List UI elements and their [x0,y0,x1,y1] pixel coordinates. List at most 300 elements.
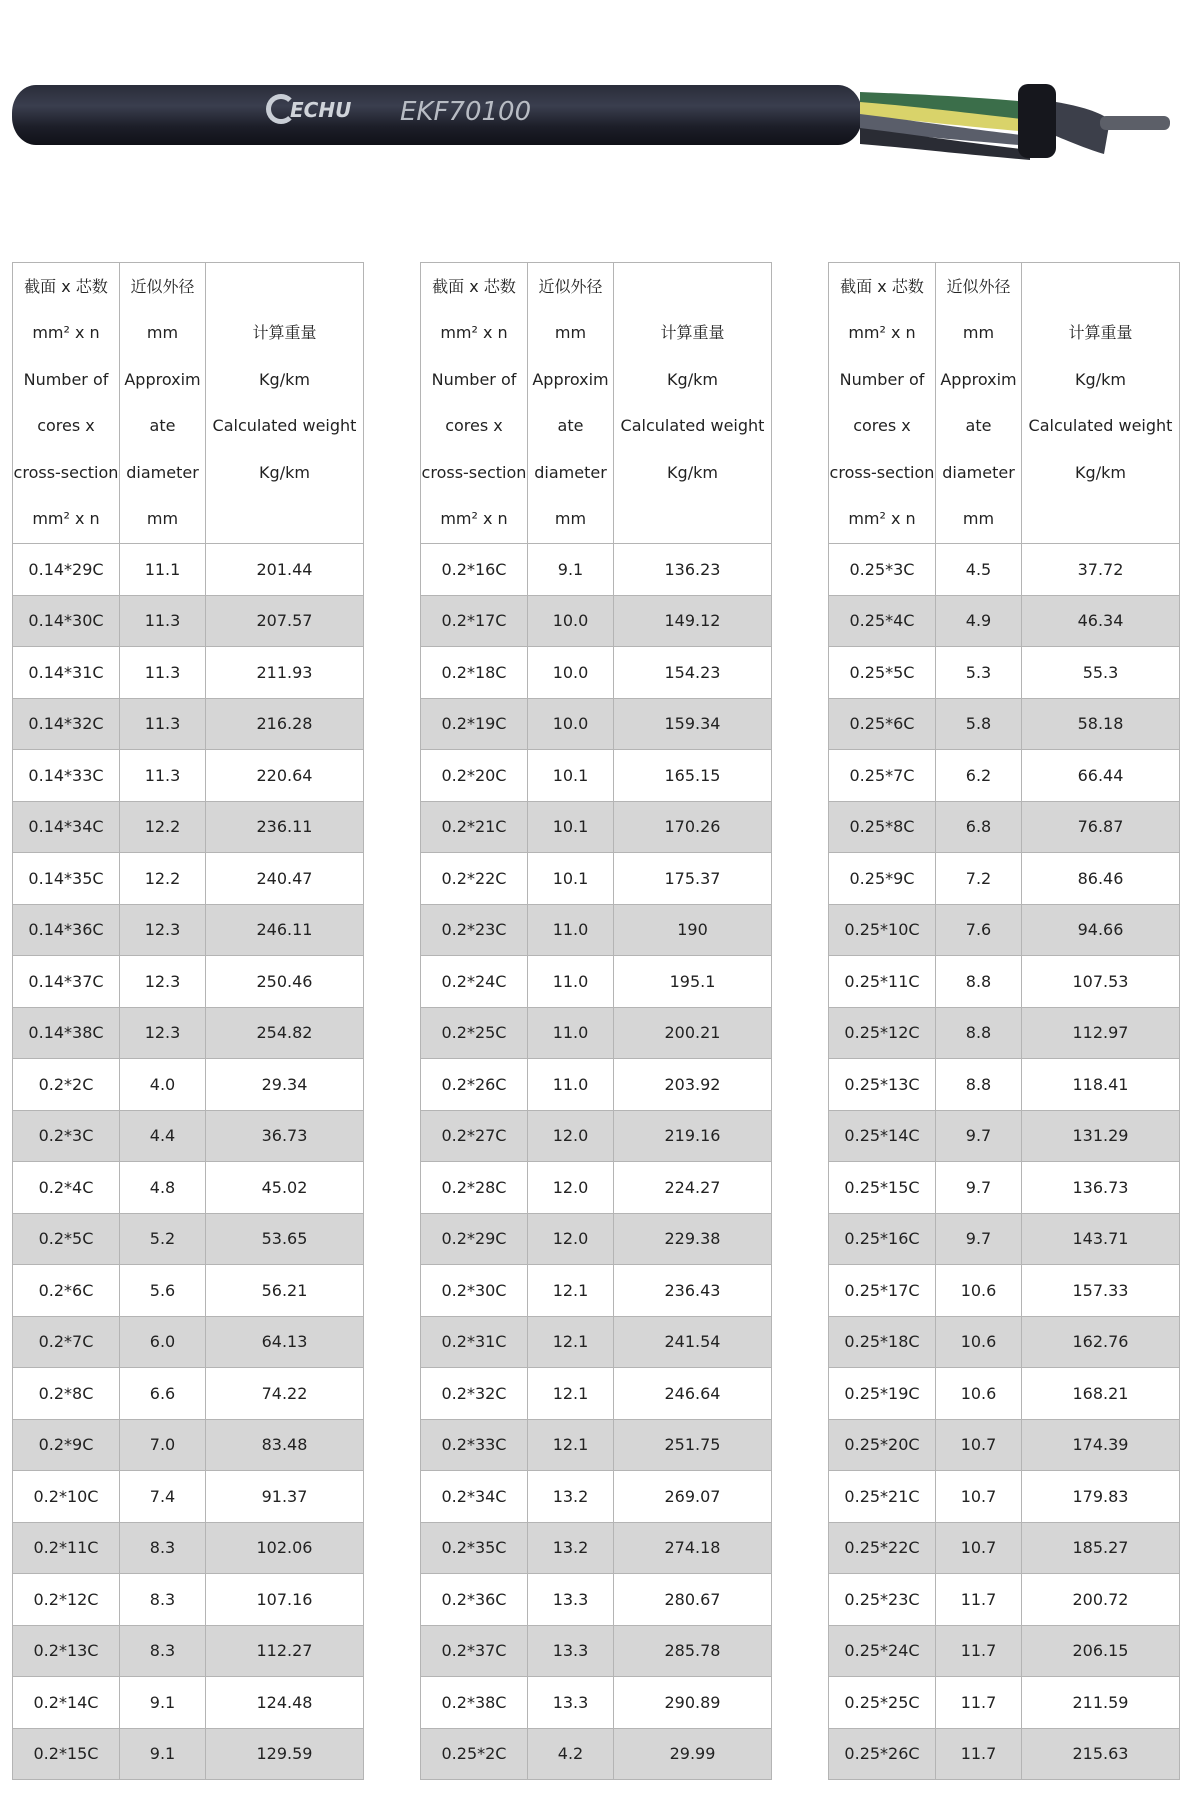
table-row [829,1213,1180,1265]
cell-cross-section: 0.2*18C [421,647,528,699]
table-row [13,801,364,853]
cell-cross-section: 0.2*9C [13,1419,120,1471]
cell-diameter: 6.2 [936,750,1022,802]
cell-weight: 170.26 [614,801,772,853]
cell-weight: 94.66 [1022,904,1180,956]
table-row [13,544,364,596]
cell-diameter: 10.0 [528,698,614,750]
table-header-row [13,263,364,544]
cell-diameter: 13.3 [528,1574,614,1626]
cell-weight: 224.27 [614,1162,772,1214]
cell-cross-section: 0.25*23C [829,1574,936,1626]
cell-diameter: 4.2 [528,1728,614,1780]
cell-diameter: 11.0 [528,956,614,1008]
table-row [421,1471,772,1523]
cell-cross-section: 0.2*10C [13,1471,120,1523]
cell-cross-section: 0.2*30C [421,1265,528,1317]
cell-diameter: 12.0 [528,1162,614,1214]
cell-diameter: 9.1 [528,544,614,596]
table-header-row [421,263,772,544]
cell-cross-section: 0.25*12C [829,1007,936,1059]
table-row [829,647,1180,699]
table-row [13,904,364,956]
header-cross-section: 截面 x 芯数 mm² x n Number of cores x cross-section mm² x n [829,263,936,544]
cell-cross-section: 0.2*13C [13,1625,120,1677]
cell-diameter: 12.1 [528,1316,614,1368]
cell-diameter: 4.8 [120,1162,206,1214]
cell-diameter: 12.3 [120,956,206,1008]
table-row [13,853,364,905]
cell-weight: 162.76 [1022,1316,1180,1368]
cell-weight: 174.39 [1022,1419,1180,1471]
table-row [13,1007,364,1059]
cell-diameter: 9.1 [120,1728,206,1780]
table-row [829,1574,1180,1626]
cell-weight: 269.07 [614,1471,772,1523]
table-row [13,647,364,699]
cell-diameter: 11.1 [120,544,206,596]
header-diameter: 近似外径 mm Approxim ate diameter mm [120,263,206,544]
cell-weight: 229.38 [614,1213,772,1265]
cell-cross-section: 0.2*5C [13,1213,120,1265]
table-row [829,1110,1180,1162]
cell-weight: 112.97 [1022,1007,1180,1059]
cell-diameter: 8.8 [936,956,1022,1008]
table-row [829,1625,1180,1677]
cell-cross-section: 0.25*22C [829,1522,936,1574]
cell-diameter: 8.8 [936,1007,1022,1059]
cell-weight: 175.37 [614,853,772,905]
cell-cross-section: 0.14*30C [13,595,120,647]
table-row [829,904,1180,956]
cell-weight: 86.46 [1022,853,1180,905]
cell-cross-section: 0.2*2C [13,1059,120,1111]
cell-cross-section: 0.2*37C [421,1625,528,1677]
cell-cross-section: 0.25*25C [829,1677,936,1729]
cell-diameter: 11.0 [528,904,614,956]
cell-cross-section: 0.14*37C [13,956,120,1008]
cell-weight: 200.21 [614,1007,772,1059]
table-row [421,1110,772,1162]
table-row [13,956,364,1008]
cell-weight: 64.13 [206,1316,364,1368]
cell-diameter: 5.2 [120,1213,206,1265]
cell-diameter: 12.2 [120,801,206,853]
header-cross-section: 截面 x 芯数 mm² x n Number of cores x cross-section mm² x n [13,263,120,544]
cell-diameter: 11.0 [528,1059,614,1111]
cell-diameter: 8.3 [120,1574,206,1626]
cell-weight: 240.47 [206,853,364,905]
cell-cross-section: 0.25*5C [829,647,936,699]
cell-cross-section: 0.2*6C [13,1265,120,1317]
cell-cross-section: 0.2*27C [421,1110,528,1162]
cell-diameter: 13.2 [528,1522,614,1574]
cell-weight: 136.73 [1022,1162,1180,1214]
cell-cross-section: 0.2*4C [13,1162,120,1214]
cell-diameter: 11.3 [120,698,206,750]
table-row [421,1316,772,1368]
cell-cross-section: 0.2*17C [421,595,528,647]
table-row [421,853,772,905]
table-row [13,698,364,750]
cell-weight: 179.83 [1022,1471,1180,1523]
header-diameter: 近似外径 mm Approxim ate diameter mm [528,263,614,544]
cell-diameter: 11.7 [936,1677,1022,1729]
table-row [421,1574,772,1626]
cell-weight: 220.64 [206,750,364,802]
cell-weight: 246.11 [206,904,364,956]
cell-cross-section: 0.25*15C [829,1162,936,1214]
cell-cross-section: 0.14*34C [13,801,120,853]
cell-cross-section: 0.2*36C [421,1574,528,1626]
table-row [13,750,364,802]
table-row [13,1677,364,1729]
spec-table-2 [420,262,772,1780]
cell-cross-section: 0.25*13C [829,1059,936,1111]
cell-diameter: 9.7 [936,1213,1022,1265]
cell-cross-section: 0.2*11C [13,1522,120,1574]
table-row [421,1213,772,1265]
cell-diameter: 10.7 [936,1522,1022,1574]
cell-cross-section: 0.2*33C [421,1419,528,1471]
table-row [13,1162,364,1214]
cell-diameter: 10.0 [528,647,614,699]
cell-cross-section: 0.2*24C [421,956,528,1008]
table-row [829,1728,1180,1780]
cell-cross-section: 0.25*6C [829,698,936,750]
cell-cross-section: 0.14*35C [13,853,120,905]
cell-diameter: 4.5 [936,544,1022,596]
cell-cross-section: 0.2*23C [421,904,528,956]
cell-weight: 107.53 [1022,956,1180,1008]
cell-cross-section: 0.2*15C [13,1728,120,1780]
cell-weight: 91.37 [206,1471,364,1523]
cell-weight: 45.02 [206,1162,364,1214]
cell-weight: 29.34 [206,1059,364,1111]
cell-cross-section: 0.25*24C [829,1625,936,1677]
cell-weight: 246.64 [614,1368,772,1420]
cell-cross-section: 0.2*7C [13,1316,120,1368]
cell-diameter: 11.3 [120,647,206,699]
cell-weight: 236.43 [614,1265,772,1317]
cell-weight: 58.18 [1022,698,1180,750]
cell-diameter: 12.1 [528,1419,614,1471]
cell-diameter: 11.3 [120,595,206,647]
cell-weight: 29.99 [614,1728,772,1780]
cell-weight: 251.75 [614,1419,772,1471]
table-row [421,1419,772,1471]
table-row [13,1110,364,1162]
cell-weight: 131.29 [1022,1110,1180,1162]
cell-weight: 207.57 [206,595,364,647]
cell-cross-section: 0.25*14C [829,1110,936,1162]
table-row [13,1368,364,1420]
table-row [13,1574,364,1626]
cell-weight: 215.63 [1022,1728,1180,1780]
table-row [829,750,1180,802]
cable-product-image [0,50,1201,190]
cell-diameter: 12.1 [528,1265,614,1317]
cell-diameter: 10.1 [528,853,614,905]
table-row [829,595,1180,647]
cell-weight: 203.92 [614,1059,772,1111]
table-row [421,647,772,699]
header-weight: 计算重量 Kg/km Calculated weight Kg/km [1022,263,1180,544]
cell-diameter: 7.6 [936,904,1022,956]
cell-cross-section: 0.2*20C [421,750,528,802]
cell-weight: 165.15 [614,750,772,802]
cell-weight: 211.93 [206,647,364,699]
cell-weight: 53.65 [206,1213,364,1265]
cell-cross-section: 0.25*26C [829,1728,936,1780]
table-row [13,1059,364,1111]
table-row [13,1625,364,1677]
cell-cross-section: 0.2*31C [421,1316,528,1368]
cell-diameter: 7.0 [120,1419,206,1471]
cell-cross-section: 0.25*21C [829,1471,936,1523]
cell-diameter: 10.7 [936,1419,1022,1471]
cell-cross-section: 0.25*8C [829,801,936,853]
cell-weight: 55.3 [1022,647,1180,699]
spec-table-3 [828,262,1180,1780]
cell-weight: 136.23 [614,544,772,596]
cell-cross-section: 0.2*35C [421,1522,528,1574]
spec-table-1 [12,262,364,1780]
table-row [829,801,1180,853]
cell-cross-section: 0.2*12C [13,1574,120,1626]
table-row [421,801,772,853]
cell-diameter: 4.4 [120,1110,206,1162]
cell-weight: 112.27 [206,1625,364,1677]
cell-weight: 66.44 [1022,750,1180,802]
cell-cross-section: 0.25*10C [829,904,936,956]
cable-model-label: EKF70100 [400,97,532,127]
table-row [421,1265,772,1317]
header-diameter: 近似外径 mm Approxim ate diameter mm [936,263,1022,544]
cell-diameter: 10.6 [936,1265,1022,1317]
cell-weight: 236.11 [206,801,364,853]
cell-weight: 102.06 [206,1522,364,1574]
cell-diameter: 11.7 [936,1728,1022,1780]
cell-weight: 168.21 [1022,1368,1180,1420]
cell-weight: 37.72 [1022,544,1180,596]
cell-weight: 124.48 [206,1677,364,1729]
cell-weight: 241.54 [614,1316,772,1368]
table-row [421,904,772,956]
cell-weight: 280.67 [614,1574,772,1626]
cell-weight: 107.16 [206,1574,364,1626]
cell-cross-section: 0.14*29C [13,544,120,596]
table-row [421,1522,772,1574]
table-row [829,1677,1180,1729]
cell-weight: 118.41 [1022,1059,1180,1111]
cell-weight: 201.44 [206,544,364,596]
cell-diameter: 9.7 [936,1110,1022,1162]
cell-weight: 83.48 [206,1419,364,1471]
table-row [421,1162,772,1214]
cell-cross-section: 0.14*32C [13,698,120,750]
table-row [13,1419,364,1471]
cell-diameter: 9.1 [120,1677,206,1729]
cell-weight: 143.71 [1022,1213,1180,1265]
cell-cross-section: 0.14*33C [13,750,120,802]
table-row [829,1419,1180,1471]
header-weight: 计算重量 Kg/km Calculated weight Kg/km [614,263,772,544]
cell-diameter: 5.8 [936,698,1022,750]
cell-weight: 219.16 [614,1110,772,1162]
header-cross-section: 截面 x 芯数 mm² x n Number of cores x cross-section mm² x n [421,263,528,544]
table-row [421,1368,772,1420]
cell-diameter: 7.4 [120,1471,206,1523]
cell-diameter: 8.8 [936,1059,1022,1111]
cell-cross-section: 0.2*34C [421,1471,528,1523]
cell-cross-section: 0.2*25C [421,1007,528,1059]
table-row [421,1625,772,1677]
cell-weight: 290.89 [614,1677,772,1729]
table-row [13,1728,364,1780]
table-row [421,1677,772,1729]
cell-weight: 190 [614,904,772,956]
cell-weight: 200.72 [1022,1574,1180,1626]
cell-cross-section: 0.2*14C [13,1677,120,1729]
cell-cross-section: 0.14*38C [13,1007,120,1059]
table-row [13,1522,364,1574]
cell-diameter: 10.7 [936,1471,1022,1523]
table-row [829,1059,1180,1111]
table-row [421,595,772,647]
table-row [13,1265,364,1317]
cell-weight: 254.82 [206,1007,364,1059]
cell-cross-section: 0.25*11C [829,956,936,1008]
cell-weight: 157.33 [1022,1265,1180,1317]
cell-cross-section: 0.25*20C [829,1419,936,1471]
cell-diameter: 11.0 [528,1007,614,1059]
table-row [13,1471,364,1523]
table-row [13,1213,364,1265]
cell-cross-section: 0.25*17C [829,1265,936,1317]
cell-weight: 250.46 [206,956,364,1008]
table-row [829,853,1180,905]
table-row [829,1471,1180,1523]
cell-diameter: 6.8 [936,801,1022,853]
cell-diameter: 11.3 [120,750,206,802]
cell-diameter: 4.9 [936,595,1022,647]
cell-diameter: 13.3 [528,1625,614,1677]
table-row [421,1059,772,1111]
cell-cross-section: 0.25*18C [829,1316,936,1368]
cell-weight: 206.15 [1022,1625,1180,1677]
cell-weight: 216.28 [206,698,364,750]
cell-diameter: 12.2 [120,853,206,905]
cell-weight: 195.1 [614,956,772,1008]
cell-diameter: 6.6 [120,1368,206,1420]
cell-cross-section: 0.25*4C [829,595,936,647]
cell-cross-section: 0.25*2C [421,1728,528,1780]
table-row [421,750,772,802]
cell-weight: 46.34 [1022,595,1180,647]
brand-logo-text: ECHU [290,98,352,122]
table-row [421,698,772,750]
cell-cross-section: 0.2*38C [421,1677,528,1729]
cell-diameter: 13.2 [528,1471,614,1523]
cell-cross-section: 0.14*31C [13,647,120,699]
table-row [829,1265,1180,1317]
table-row [829,1316,1180,1368]
cell-weight: 159.34 [614,698,772,750]
cell-diameter: 12.0 [528,1110,614,1162]
cell-weight: 185.27 [1022,1522,1180,1574]
table-row [829,1522,1180,1574]
cell-diameter: 4.0 [120,1059,206,1111]
cell-diameter: 10.1 [528,750,614,802]
cell-weight: 129.59 [206,1728,364,1780]
cell-diameter: 10.6 [936,1368,1022,1420]
cell-weight: 211.59 [1022,1677,1180,1729]
cell-diameter: 12.3 [120,1007,206,1059]
cell-diameter: 12.0 [528,1213,614,1265]
cell-cross-section: 0.2*22C [421,853,528,905]
cell-weight: 56.21 [206,1265,364,1317]
cell-diameter: 5.6 [120,1265,206,1317]
cell-cross-section: 0.2*29C [421,1213,528,1265]
cell-diameter: 10.6 [936,1316,1022,1368]
table-row [421,1007,772,1059]
cell-diameter: 8.3 [120,1522,206,1574]
cell-cross-section: 0.2*21C [421,801,528,853]
cell-cross-section: 0.2*16C [421,544,528,596]
cell-diameter: 10.0 [528,595,614,647]
cell-cross-section: 0.2*3C [13,1110,120,1162]
table-row [829,1368,1180,1420]
table-row [829,956,1180,1008]
cell-diameter: 10.1 [528,801,614,853]
table-row [829,544,1180,596]
cell-weight: 76.87 [1022,801,1180,853]
cell-cross-section: 0.25*16C [829,1213,936,1265]
table-row [829,1007,1180,1059]
cell-weight: 274.18 [614,1522,772,1574]
table-row [829,698,1180,750]
cell-diameter: 11.7 [936,1625,1022,1677]
table-row [421,956,772,1008]
cell-cross-section: 0.2*28C [421,1162,528,1214]
cell-weight: 285.78 [614,1625,772,1677]
cell-diameter: 6.0 [120,1316,206,1368]
cell-diameter: 8.3 [120,1625,206,1677]
cell-cross-section: 0.2*8C [13,1368,120,1420]
cell-cross-section: 0.25*7C [829,750,936,802]
cell-cross-section: 0.25*3C [829,544,936,596]
cell-diameter: 13.3 [528,1677,614,1729]
cell-diameter: 12.3 [120,904,206,956]
cell-cross-section: 0.14*36C [13,904,120,956]
cell-diameter: 12.1 [528,1368,614,1420]
cell-weight: 36.73 [206,1110,364,1162]
table-row [421,1728,772,1780]
cell-weight: 149.12 [614,595,772,647]
cell-weight: 74.22 [206,1368,364,1420]
table-row [13,595,364,647]
cell-cross-section: 0.2*32C [421,1368,528,1420]
cell-cross-section: 0.25*9C [829,853,936,905]
cell-diameter: 5.3 [936,647,1022,699]
cell-cross-section: 0.25*19C [829,1368,936,1420]
cell-weight: 154.23 [614,647,772,699]
cell-cross-section: 0.2*26C [421,1059,528,1111]
table-header-row [829,263,1180,544]
cell-diameter: 11.7 [936,1574,1022,1626]
table-row [421,544,772,596]
